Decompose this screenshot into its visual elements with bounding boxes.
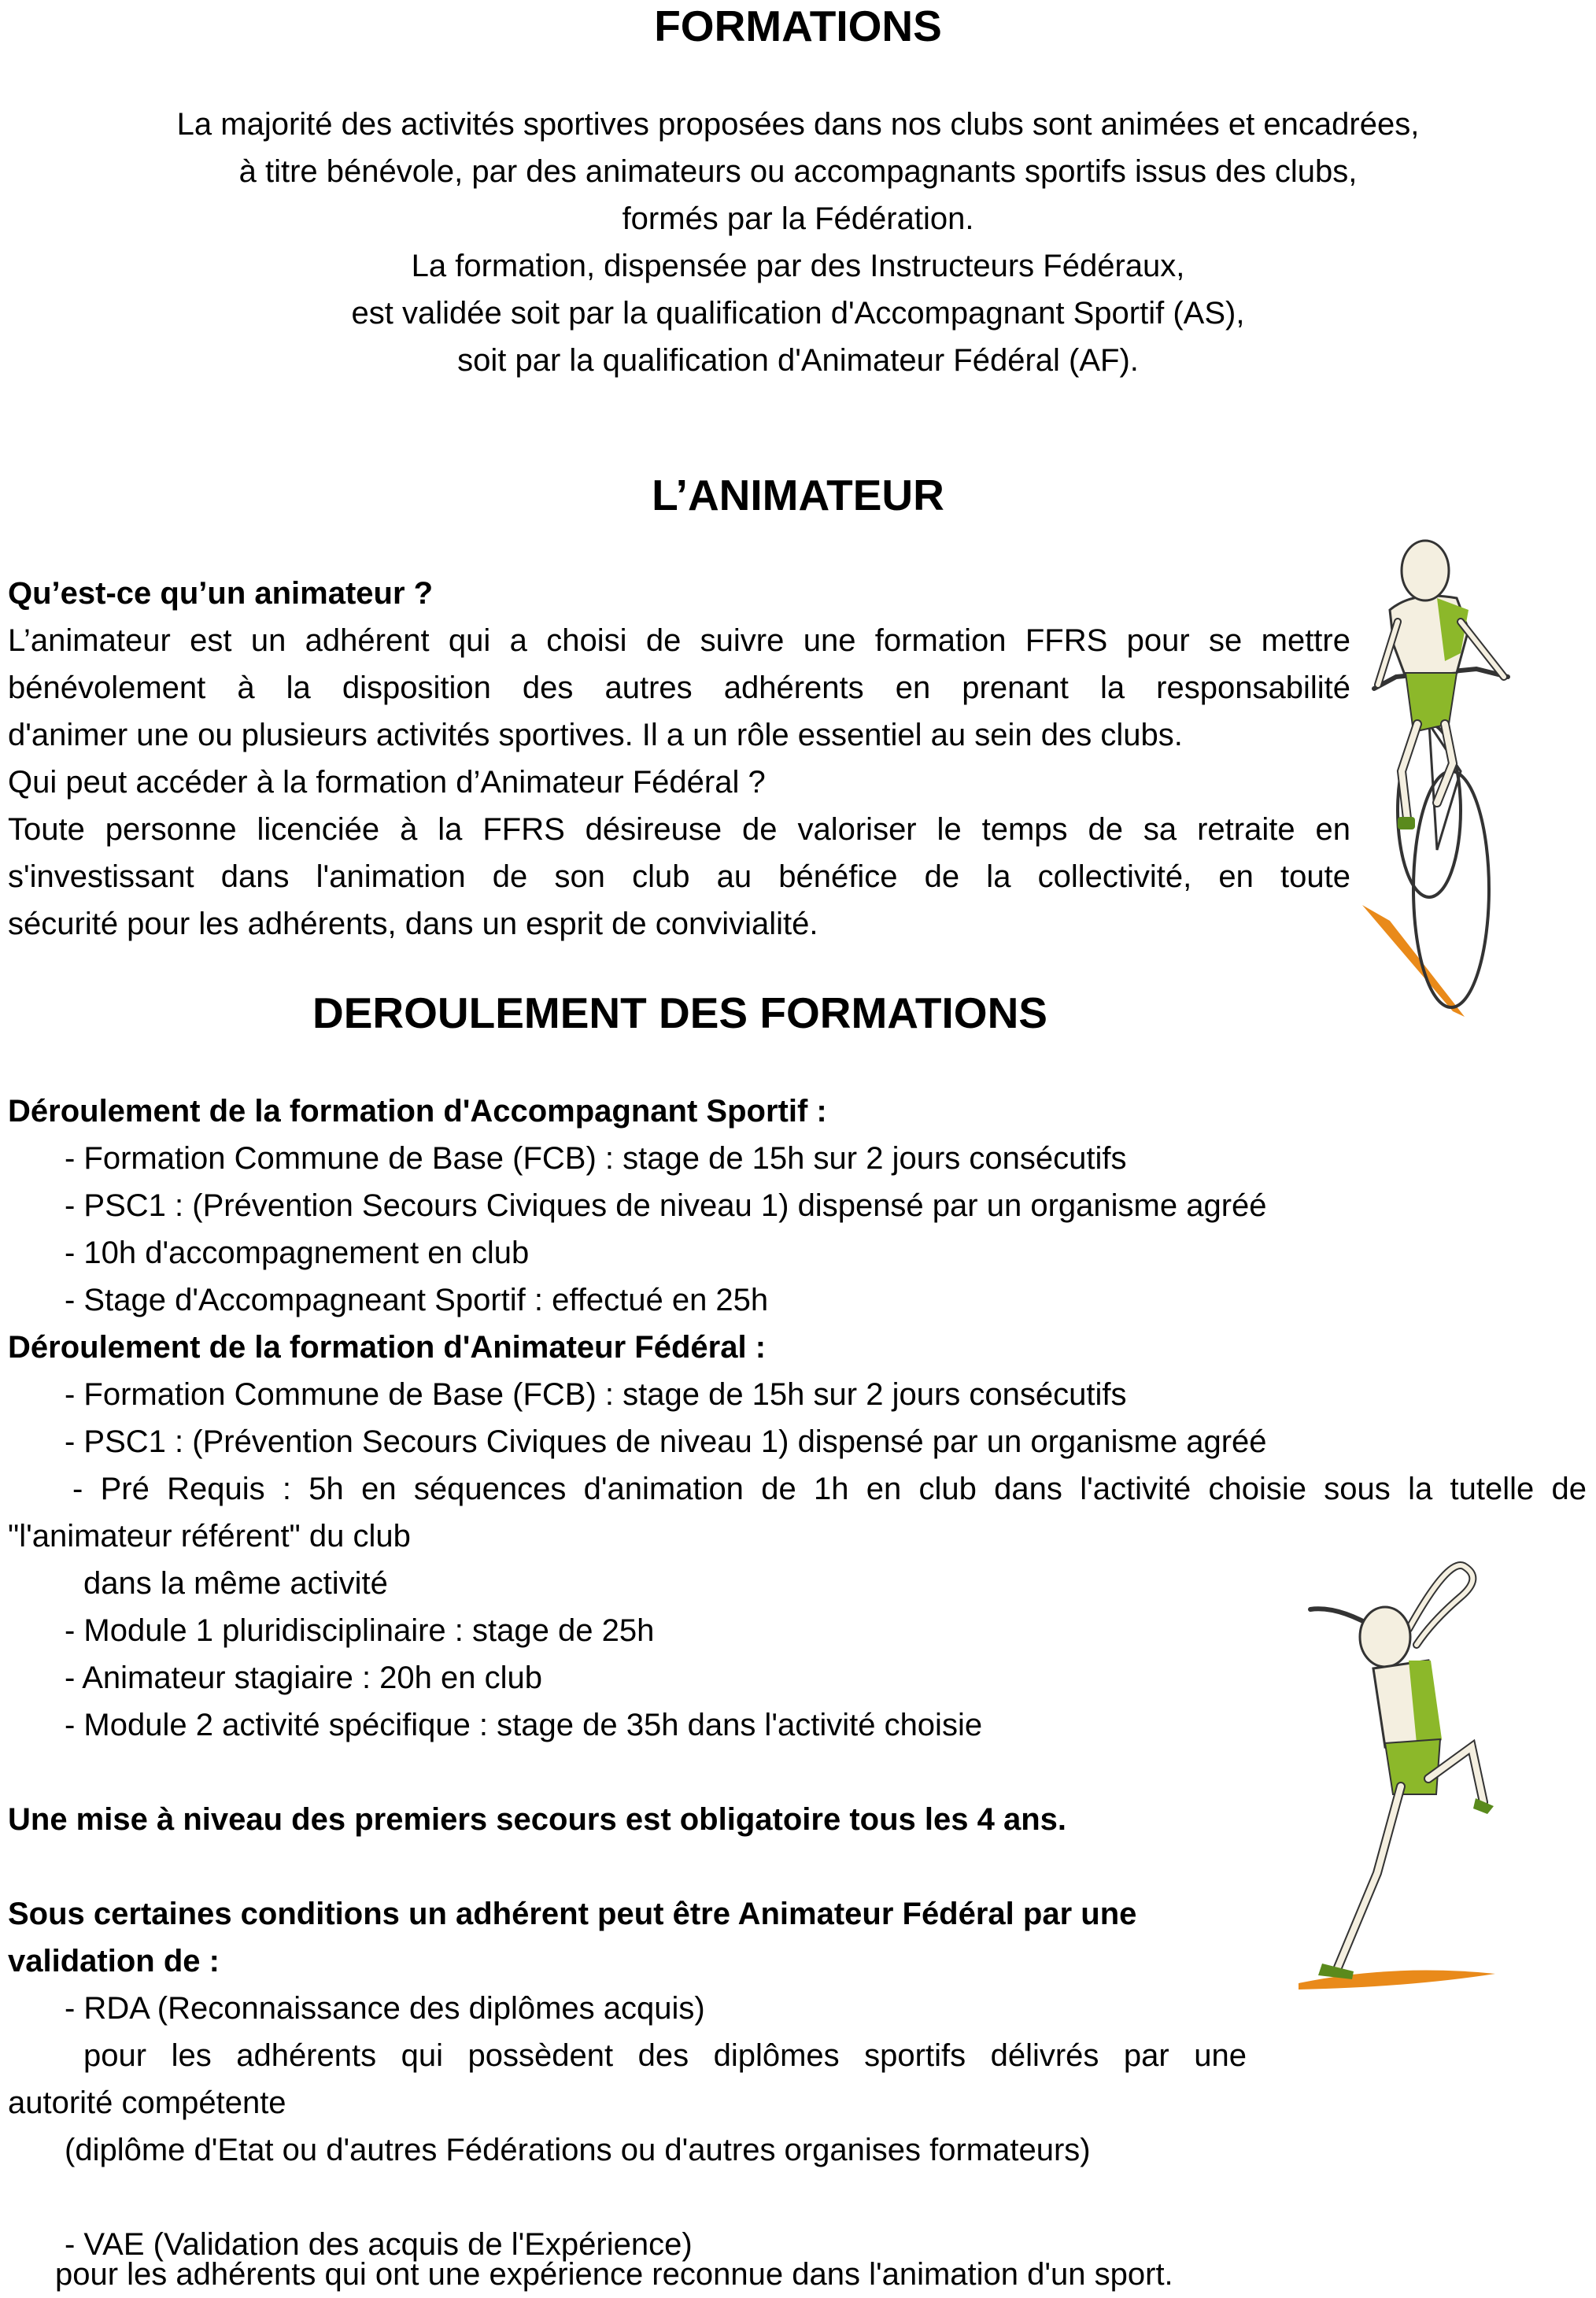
intro-line: La majorité des activités sportives proposées dans nos clubs sont animées et encadrées, [176, 107, 1420, 142]
as-item: - PSC1 : (Prévention Secours Civiques de niveau 1) dispensé par un organisme agréé [65, 1188, 1267, 1223]
head [1402, 541, 1449, 600]
af-item-prerequis: - Pré Requis : 5h en séquences d'animation de 1h en club dans l'activité choisie sous la tutelle de [72, 1472, 1587, 1506]
af-item-prerequis-cont: dans la même activité [83, 1566, 388, 1601]
question-who-can-access: Qui peut accéder à la formation d’Animateur Fédéral ? [8, 765, 766, 800]
rda-desc: autorité compétente [8, 2086, 286, 2120]
secours-note: Une mise à niveau des premiers secours est obligatoire tous les 4 ans. [8, 1802, 1066, 1837]
af-item: - Module 1 pluridisciplinaire : stage de 25h [65, 1613, 655, 1648]
conditions-text: validation de : [8, 1944, 220, 1978]
as-item: - 10h d'accompagnement en club [65, 1236, 530, 1270]
af-item-prerequis-cont: "l'animateur référent" du club [8, 1519, 411, 1554]
shoe [1398, 817, 1415, 829]
af-heading: Déroulement de la formation d'Animateur Fédéral : [8, 1330, 767, 1365]
cyclist-illustration [1358, 535, 1531, 1023]
answer-line: L’animateur est un adhérent qui a choisi de suivre une formation FFRS pour se mettre [8, 623, 1350, 658]
as-item: - Stage d'Accompagneant Sportif : effectué en 25h [65, 1283, 769, 1317]
answer-line: sécurité pour les adhérents, dans un esprit de convivialité. [8, 907, 818, 941]
vae-item: - VAE (Validation des acquis de l'Expérience) [65, 2227, 693, 2262]
head [1360, 1607, 1410, 1667]
conditions-text: Sous certaines conditions un adhérent peut être Animateur Fédéral par une [8, 1897, 1137, 1931]
answer-line: s'investissant dans l'animation de son club au bénéfice de la collectivité, en toute [8, 859, 1350, 894]
as-item: - Formation Commune de Base (FCB) : stage de 15h sur 2 jours consécutifs [65, 1141, 1127, 1176]
deroulement-title: DEROULEMENT DES FORMATIONS [312, 988, 1047, 1037]
answer-line: d'animer une ou plusieurs activités sportives. Il a un rôle essentiel au sein des clubs. [8, 718, 1183, 752]
af-item: - Animateur stagiaire : 20h en club [65, 1661, 543, 1695]
af-item: - Formation Commune de Base (FCB) : stage de 15h sur 2 jours consécutifs [65, 1377, 1127, 1412]
as-heading: Déroulement de la formation d'Accompagnant Sportif : [8, 1094, 827, 1129]
answer-line: Toute personne licenciée à la FFRS désireuse de valoriser le temps de sa retraite en [8, 812, 1350, 847]
af-item: - Module 2 activité spécifique : stage de 35h dans l'activité choisie [65, 1708, 983, 1742]
question-what-is-animateur: Qu’est-ce qu’un animateur ? [8, 576, 434, 611]
intro-line: à titre bénévole, par des animateurs ou accompagnants sportifs issus des clubs, [238, 154, 1358, 189]
runner-illustration [1291, 1542, 1503, 1999]
af-item: - PSC1 : (Prévention Secours Civiques de niveau 1) dispensé par un organisme agréé [65, 1424, 1267, 1459]
formations-title: FORMATIONS [654, 2, 942, 50]
answer-line: bénévolement à la disposition des autres adhérents en prenant la responsabilité [8, 671, 1350, 705]
animateur-title: L’ANIMATEUR [652, 471, 944, 519]
intro-line: formés par la Fédération. [622, 201, 974, 236]
vae-desc: pour les adhérents qui ont une expérience reconnue dans l'animation d'un sport. [55, 2257, 1173, 2292]
rda-desc: pour les adhérents qui possèdent des diplômes sportifs délivrés par une [83, 2038, 1247, 2073]
rda-desc: (diplôme d'Etat ou d'autres Fédérations ou d'autres organises formateurs) [65, 2133, 1091, 2167]
intro-line: est validée soit par la qualification d'Accompagnant Sportif (AS), [351, 296, 1245, 331]
intro-line: soit par la qualification d'Animateur Fédéral (AF). [457, 343, 1139, 378]
rda-item: - RDA (Reconnaissance des diplômes acquis) [65, 1991, 705, 2026]
intro-line: La formation, dispensée par des Instructeurs Fédéraux, [411, 249, 1185, 283]
shorts [1385, 1739, 1440, 1794]
